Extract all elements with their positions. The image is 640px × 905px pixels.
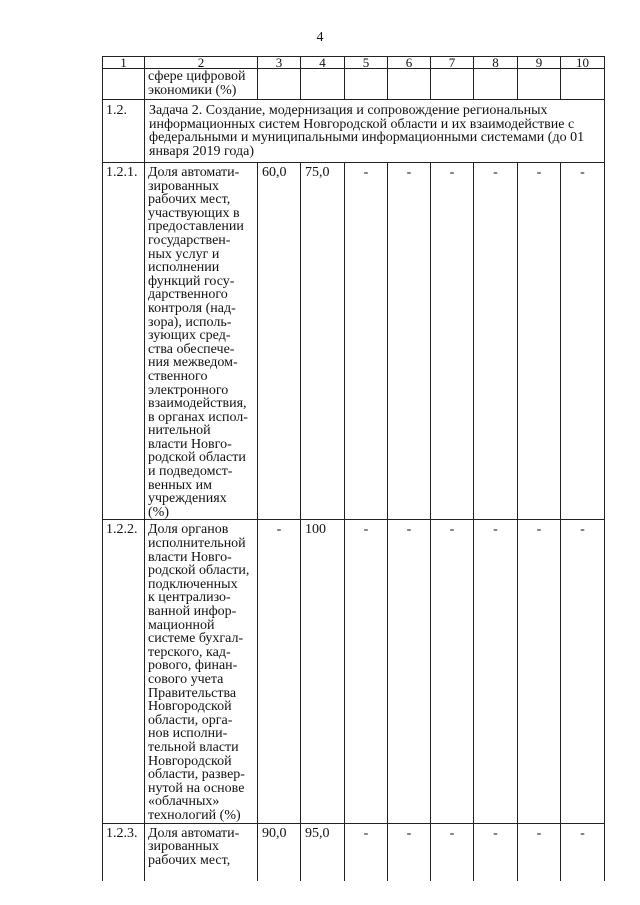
row-code: 1.2.2. xyxy=(103,520,145,823)
row-description: сфере цифровой экономики (%) xyxy=(145,69,258,100)
table-row xyxy=(103,163,605,520)
row-value: - xyxy=(345,163,388,520)
page-number: 4 xyxy=(316,30,324,45)
column-number: 5 xyxy=(345,57,388,69)
row-value: - xyxy=(431,823,474,881)
indicators-table xyxy=(102,56,605,881)
row-value: 75,0 xyxy=(301,163,345,520)
row-value: - xyxy=(474,520,518,823)
row-value: - xyxy=(518,823,561,881)
task-row xyxy=(103,100,605,163)
row-value: - xyxy=(388,163,431,520)
task-description: Задача 2. Создание, модернизация и сопровождение региональных информационных систем Новгородской области и их взаимодействие с федеральными и муниципальными информационными системами (до 01 января 2019 года) xyxy=(145,100,605,163)
column-number: 1 xyxy=(103,57,145,69)
column-number-row xyxy=(103,57,605,69)
row-description: Доля органов исполнительной власти Новго- родской области, подключенных к централизо- ванной инфор- мационной системе бухгал- терского, кад- рового, финан- сового учета Правительства Новгородской области, орга- нов исполни- тельной власти Новгородской области, развер- нутой на основе «облачных» технологий (%) xyxy=(145,520,258,823)
column-number: 6 xyxy=(388,57,431,69)
row-description: Доля автомати- зированных рабочих мест, участвующих в предоставлении государствен- ных услуг и исполнении функций госу- дарственного контроля (над- зора), исполь- зующих сред- ства обеспече- ния межведом- ственного электронного взаимодействия, в органах испол- нительной власти Новго- родской области и подведомст- венных им учреждениях (%) xyxy=(145,163,258,520)
row-value: - xyxy=(388,520,431,823)
row-value: 60,0 xyxy=(258,163,301,520)
row-value: - xyxy=(561,163,605,520)
row-value: - xyxy=(345,520,388,823)
row-value: - xyxy=(388,823,431,881)
row-description: Доля автомати- зированных рабочих мест, xyxy=(145,823,258,881)
row-code: 1.2.3. xyxy=(103,823,145,881)
row-value: 90,0 xyxy=(258,823,301,881)
row-value: - xyxy=(431,163,474,520)
row-code: 1.2.1. xyxy=(103,163,145,520)
row-value: - xyxy=(258,520,301,823)
column-number: 4 xyxy=(301,57,345,69)
column-number: 2 xyxy=(145,57,258,69)
row-value: - xyxy=(431,520,474,823)
row-code: 1.2. xyxy=(103,100,145,163)
row-value: - xyxy=(561,823,605,881)
row-value: 95,0 xyxy=(301,823,345,881)
row-value: - xyxy=(518,520,561,823)
column-number: 9 xyxy=(518,57,561,69)
column-number: 7 xyxy=(431,57,474,69)
continuation-row xyxy=(103,69,605,100)
column-number: 10 xyxy=(561,57,605,69)
row-value: - xyxy=(345,823,388,881)
row-value: - xyxy=(518,163,561,520)
table-row xyxy=(103,823,605,881)
row-value: - xyxy=(474,823,518,881)
row-value: - xyxy=(474,163,518,520)
row-value: - xyxy=(561,520,605,823)
table-row xyxy=(103,520,605,823)
column-number: 3 xyxy=(258,57,301,69)
column-number: 8 xyxy=(474,57,518,69)
row-value: 100 xyxy=(301,520,345,823)
row-code xyxy=(103,69,145,100)
